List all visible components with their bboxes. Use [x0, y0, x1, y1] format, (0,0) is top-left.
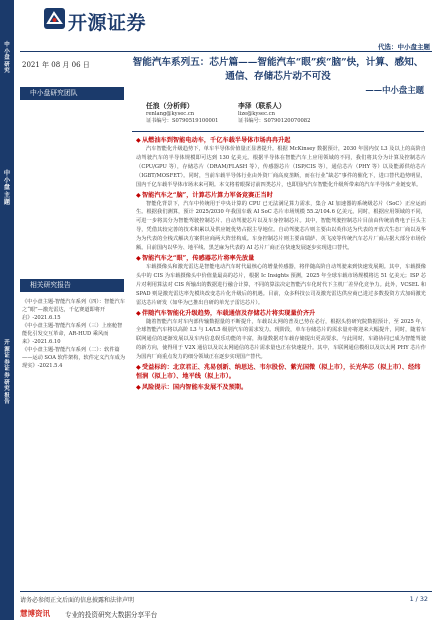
analyst-card — [146, 102, 218, 125]
section-paragraph: 车载摄像头和激光雷达是智能电动汽车时代最核心的增量传感器，将伴随高阶自动驾驶来到快速发展期。其中，车载摄像头中的 CIS 为车载摄像头中价值量最高的芯片，根据 Ic Insights 预测，2025 年全球车载市场规模将达 51 亿美元；ISP 芯片对利用算法对 CIS 所输出的数据进行融合计算，不同的算法决定智能汽车化时代下主机厂差异化竞争力。此外，VCSEL 和 SPAD 则是激光雷达率先模块改变芯片化升级后的机遇。目前，众多科技公司及激光雷达供应商已进过多数投资方式加码激光雷达芯片研发（如华为已推出自研的单光子雷达芯片）。 — [136, 263, 426, 306]
bullet-icon: ◆ — [136, 384, 141, 392]
bullet-icon: ◆ — [136, 191, 141, 199]
company-logo-text: 开源证券 — [68, 12, 147, 34]
bullet-icon: ◆ — [136, 364, 141, 372]
footer-divider — [20, 591, 432, 592]
page-number: 1 / 32 — [409, 595, 428, 603]
report-date: 2021 年 08 月 06 日 — [22, 61, 90, 69]
section-heading: ◆伴随汽车智能化升级趋势，车载通信及存储芯片将实现量价齐升 — [136, 309, 316, 317]
section-heading: ◆从燃油车到智能电动车，千亿车载半导体市场冉冉升起 — [136, 137, 291, 144]
report-subtitle: ——中小盘主题 — [365, 85, 424, 95]
disclaimer-note: 请务必参阅正文后面的信息披露和法律声明 — [20, 597, 135, 604]
team-banner: 中小盘研究团队 — [20, 87, 124, 100]
bullet-icon: ◆ — [136, 137, 141, 144]
report-body — [136, 136, 426, 392]
report-title: 智能汽车系列五：芯片篇——智能汽车“眼”疾“脑”快，计算、感知、通信、存储芯片动不可没 — [132, 57, 424, 82]
bullet-icon: ◆ — [136, 309, 141, 317]
bullet-icon: ◆ — [136, 254, 141, 262]
section-paragraph: 随着智能汽车对车内部传输数据量的不断提升，车载以太网的普及已势在必行，根据头豹研究院数据预计，至 2025 年，全球智能汽车将以高阶 L3 与 L4/L5 级别汽车的需求发力。现阶段，单车存储芯片的需求量亦将迎来大幅提升，同时，随着车联网通信的逐渐发展以及车内信息娱乐功能的丰富，海量数据对车载存储提出更高要求。与此同时，车路协同已成为智能驾驶的新方向，使得用于 V2X 通信以及以太网通信的芯片需求量也正在快速提升。其中，车联网通信模组以及以太网 PHY 芯片作为国内厂商重点发力的细分领域正在逐步实现国产替代。 — [136, 318, 426, 361]
sidebar-label-top: 中 小 盘 研 究 — [4, 42, 10, 75]
header-divider — [20, 51, 432, 52]
watermark-text: 专业的投资研究大数据分享平台 — [65, 611, 158, 619]
report-type-label: 代选：中小盘主题 — [378, 43, 430, 51]
left-sidebar-band — [0, 0, 14, 620]
analyst-name: 李泽（联系人） — [238, 102, 286, 110]
related-report-item[interactable]: 《中小盘主题-智能汽车系列（四）：智能汽车之“眼”—激光雷达，千亿赛道即将开启》-2021.6.15 — [22, 299, 125, 321]
related-report-item[interactable]: 《中小盘主题-智能汽车系列（二）：软件篇——运动 SOA 软件架构，软件定义汽车成为现实》-2021.5.4 — [22, 347, 126, 369]
beneficiaries-heading: ◆受益标的：北京君正、兆易创新、纳思达、韦尔股份、紫光国微（拟上市），长光华芯（拟上市）、经纬恒润（拟上市）、地平线（拟上市）。 — [136, 364, 421, 381]
section-heading: ◆智能汽车之“眼”，传感器芯片将率先放量 — [136, 254, 255, 262]
analyst-email[interactable]: renlang@kysec.cn — [146, 111, 195, 117]
related-report-item[interactable]: 《中小盘主题-智能汽车系列（三）上座舱智能化引发交互革命，AR-HUD 乘风而来》-2021.6.10 — [22, 323, 123, 345]
analyst-email[interactable]: lize@kysec.cn — [238, 111, 275, 117]
section-paragraph: 汽车智能化升级趋势下，单车半导体价值量正显著提升。根据 McKinsey 数据预计，2030 年国内仅 L3 及以上的高阶自动驾驶汽车的半导体规模即可达到 130 亿美元。根据半导体在智能汽车上应用领域的不同，我们将其分为计算及控制芯片（CPU/GPU 等），存储芯片（DRAM/FLASH 等），传感器芯片（ISP/CIS 等），通信芯片（PHY 等）以及能源供给芯片（IGBT/MOSFET）。同时，当前车载半导体行业由外资厂商高度垄断，而在行业“缺芯”事件的催化下，进口替代趋势明显，国内千亿车载半导体市场未来可期。本文将着眼探讨前四类芯片，也即国内汽车智能化升级所带来的汽车半导体产业链变革。 — [136, 146, 426, 188]
analyst-cert: 证书编号：S0790519100001 — [146, 118, 219, 124]
kaiyuan-logo-icon — [44, 8, 65, 29]
related-reports-list — [22, 298, 126, 370]
section-heading: ◆智能汽车之“脑”，计算芯片算力军备竞赛正当时 — [136, 191, 273, 199]
analyst-divider — [132, 131, 424, 132]
analyst-name: 任浪（分析师） — [146, 102, 194, 110]
analyst-card — [238, 102, 310, 125]
sidebar-label-bottom: 开 源 证 券 证 券 研 究 报 告 — [4, 340, 10, 406]
risk-warning: ◆风险提示：国内智能车发展不及预期。 — [136, 384, 248, 392]
related-research-banner: 相关研究报告 — [20, 279, 124, 292]
section-paragraph: 智能化背景下，汽车中传统用于中央计算的 CPU 已无法满足算力需求，集合 AI 加速器的系统级芯片（SoC）正应运而生。根据我们测算，预计 2025/2030 年我国车载 AI SoC 芯片市场规模 55.2/104.6 亿美元。同时，根据应用领域的不同，可进一步将其分为智能驾驶控制芯片、自动驾驶芯片以及车身控制芯片。其中，智能驾驶控制芯片目前由传统消费电子巨头主导，凭借其较完善的技术积累以及供应链优势占据主导地位。自动驾驶芯片则主要由以英伟达为代表的开放式生态厂商以及华为为代表的全栈式解决方案供应商两大阵营构成。车身控制芯片则主要由瑞萨、英飞凌等传统汽车芯片厂商占据大部分市场份额。目前国内以华为、地平线、黑芝麻为代表的 AI 芯片厂商正在快速发展逐步实现进口替代。 — [136, 200, 426, 252]
watermark-brand[interactable]: 慧博资讯 — [20, 609, 50, 618]
sidebar-label-mid: 中 小 盘 主 题 — [3, 170, 11, 206]
analyst-cert: 证书编号：S0790120070082 — [238, 118, 311, 124]
